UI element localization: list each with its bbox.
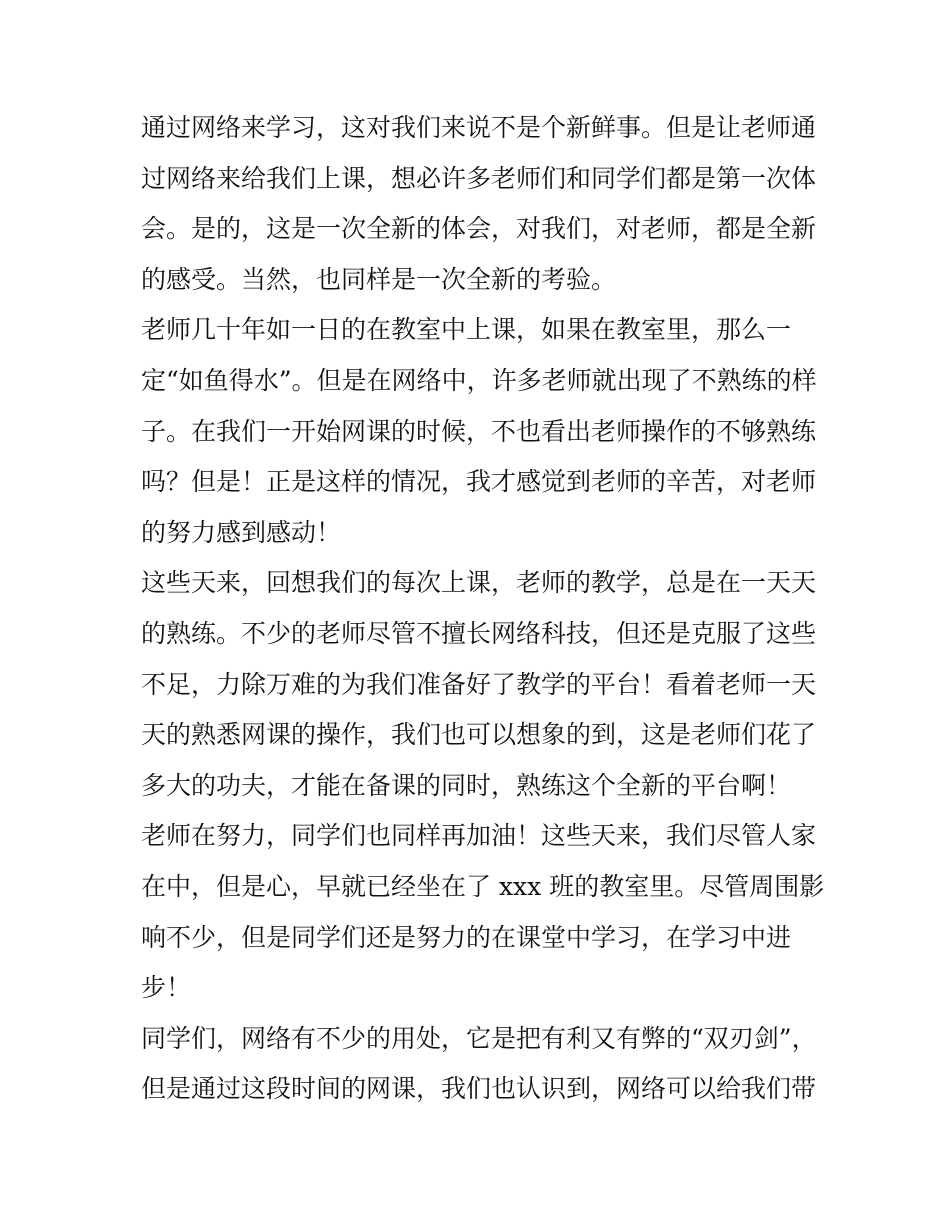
text-line: 老师在努力，同学们也同样再加油！这些天来，我们尽管人家 (141, 821, 817, 851)
text-line: 的努力感到感动！ (141, 517, 342, 547)
text-line: 但是通过这段时间的网课，我们也认识到，网络可以给我们带 (141, 1074, 817, 1104)
text-line: 多大的功夫，才能在备课的同时，熟练这个全新的平台啊！ (141, 770, 792, 800)
body-text (141, 103, 825, 1115)
text-line: 定“如鱼得水”。但是在网络中，许多老师就出现了不熟练的样 (141, 365, 817, 395)
text-line: 会。是的，这是一次全新的体会，对我们，对老师，都是全新 (141, 214, 817, 244)
text-line: 的熟练。不少的老师尽管不擅长网络科技，但还是克服了这些 (141, 618, 817, 648)
text-line: 通过网络来学习，这对我们来说不是个新鲜事。但是让老师通 (141, 113, 817, 142)
text-line: 同学们，网络有不少的用处，它是把有利又有弊的“双刃剑”， (141, 1023, 817, 1053)
text-line: 不足，力除万难的为我们准备好了教学的平台！看着老师一天 (141, 669, 817, 699)
text-line: 步！ (141, 973, 192, 1003)
text-line: 天的熟悉网课的操作，我们也可以想象的到，这是老师们花了 (141, 720, 817, 750)
text-line: 过网络来给我们上课，想必许多老师们和同学们都是第一次体 (141, 163, 817, 193)
text-line: 响不少，但是同学们还是努力的在课堂中学习，在学习中进 (141, 922, 792, 952)
text-line: 子。在我们一开始网课的时候，不也看出老师操作的不够熟练 (141, 416, 817, 446)
text-line: 这些天来，回想我们的每次上课，老师的教学，总是在一天天 (141, 568, 817, 598)
text-line: 老师几十年如一日的在教室中上课，如果在教室里，那么一 (141, 315, 792, 345)
text-line: 的感受。当然，也同样是一次全新的考验。 (141, 264, 617, 294)
text-line: 在中，但是心，早就已经坐在了 xxx 班的教室里。尽管周围影 (141, 871, 825, 901)
text-line: 吗？但是！正是这样的情况，我才感觉到老师的辛苦，对老师 (141, 467, 817, 497)
